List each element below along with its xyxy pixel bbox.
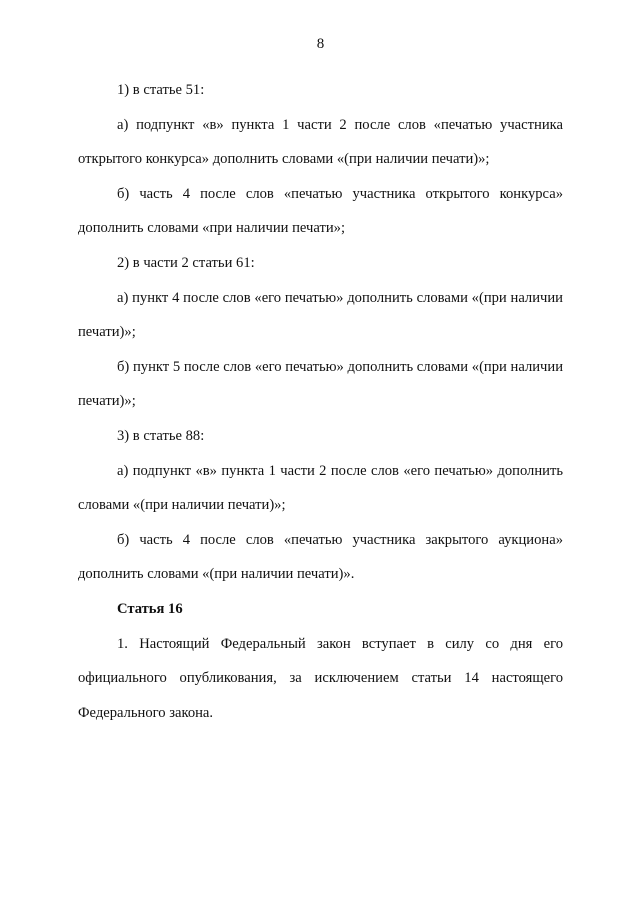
document-page [78, 0, 563, 905]
subitem-a-article-88: а) подпункт «в» пункта 1 части 2 после слов «его печатью» дополнить словами «(при наличии печати)»; [78, 462, 563, 514]
item-article-88: 3) в статье 88: [117, 427, 205, 444]
page-number: 8 [316, 36, 325, 52]
subitem-a-article-51: а) подпункт «в» пункта 1 части 2 после слов «печатью участника открытого конкурса» дополнить словами «(при наличии печати)»; [78, 116, 563, 168]
item-article-51: 1) в статье 51: [117, 82, 205, 98]
subitem-b-article-51: б) часть 4 после слов «печатью участника открытого конкурса» дополнить словами «при наличии печати»; [78, 185, 563, 237]
subitem-b-article-61: б) пункт 5 после слов «его печатью» дополнить словами «(при наличии печати)»; [78, 358, 563, 410]
article-16-heading: Статья 16 [117, 600, 183, 617]
subitem-b-article-88: б) часть 4 после слов «печатью участника закрытого аукциона» дополнить словами «(при наличии печати)». [78, 531, 563, 583]
item-article-61: 2) в части 2 статьи 61: [117, 254, 255, 271]
document-body [78, 73, 563, 730]
subitem-a-article-61: а) пункт 4 после слов «его печатью» дополнить словами «(при наличии печати)»; [78, 289, 563, 341]
article-16-paragraph-1: 1. Настоящий Федеральный закон вступает в силу со дня его официального опубликования, за исключением статьи 14 настоящего Федерального закона. [78, 635, 563, 721]
